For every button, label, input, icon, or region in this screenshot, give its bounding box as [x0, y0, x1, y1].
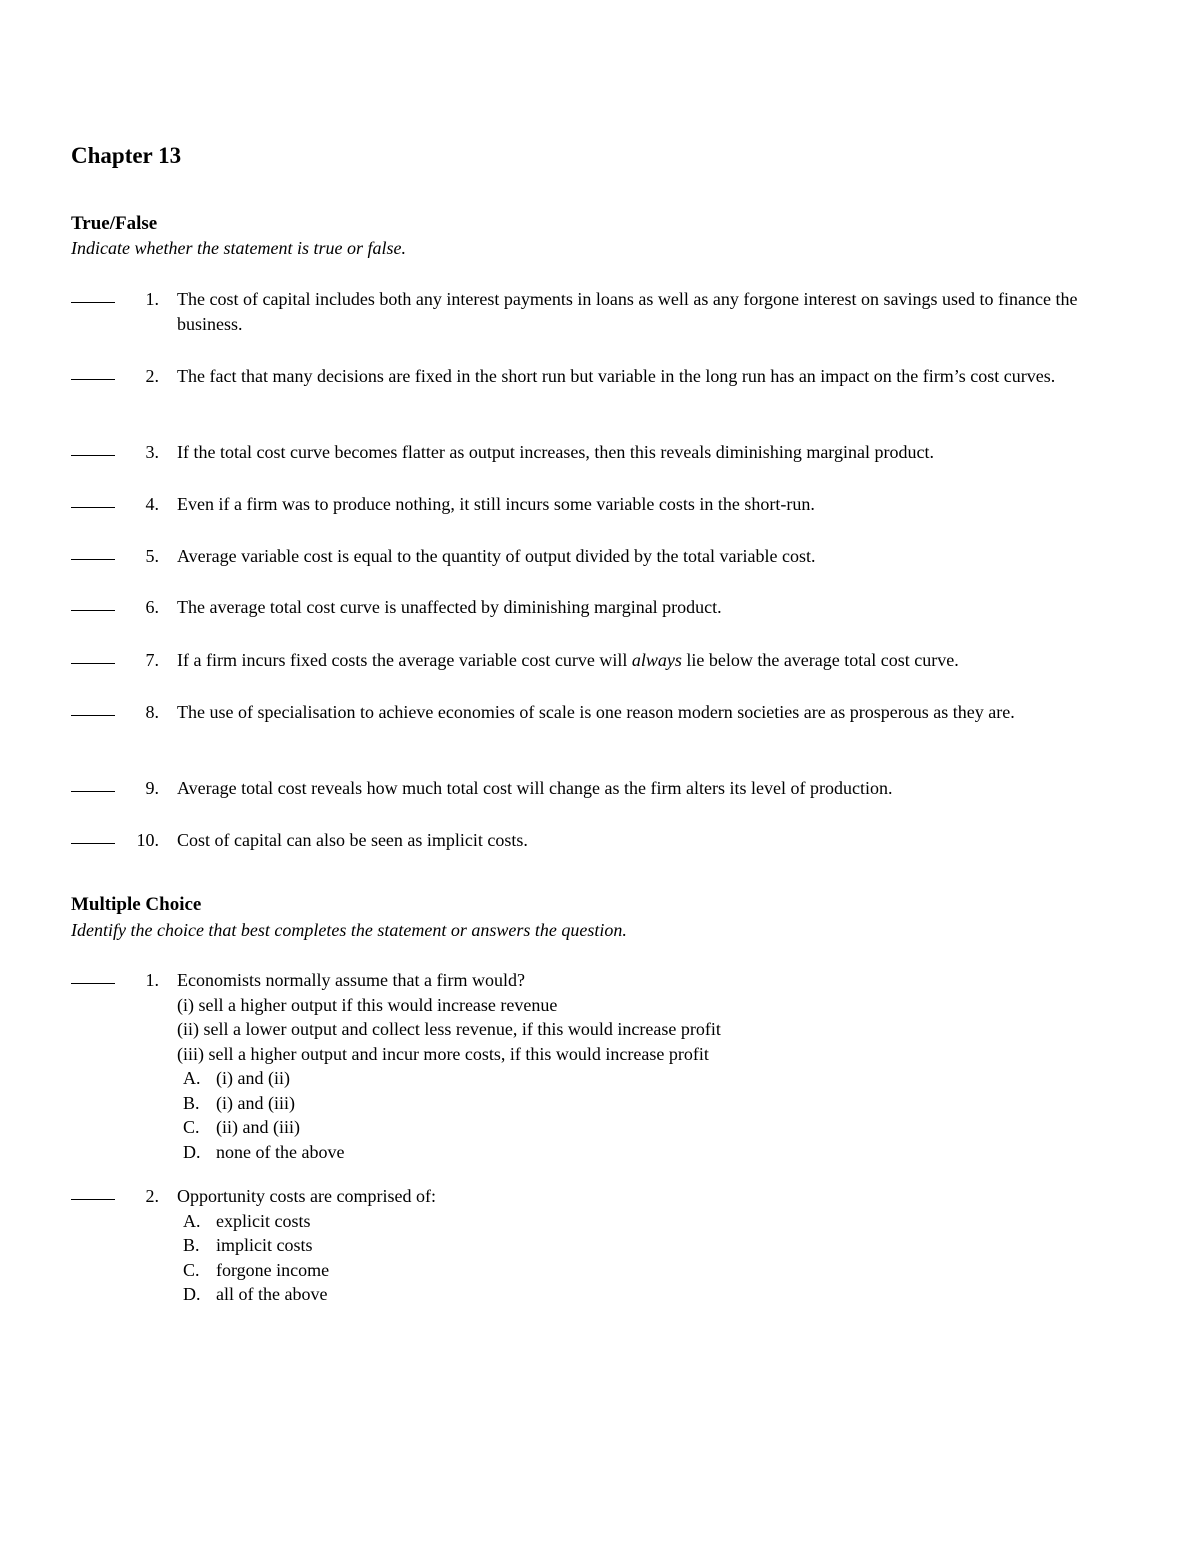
choice-letter: D. [183, 1284, 201, 1304]
choice-letter: D. [183, 1141, 201, 1162]
choice-a[interactable] [177, 1209, 1127, 1234]
question-text: The use of specialisation to achieve economies of scale is one reason modern societies are as prosperous as they are. [177, 702, 1015, 722]
question-text: The fact that many decisions are fixed in the short run but variable in the long run has an impact on the firm’s cost curves. [177, 366, 1056, 386]
chapter-title: Chapter 13 [71, 143, 182, 168]
choice-b[interactable] [177, 1091, 1127, 1116]
answer-blank[interactable] [71, 455, 115, 456]
choice-letter: C. [183, 1117, 200, 1137]
choice-b[interactable] [177, 1233, 1127, 1258]
choice-text: (i) and (iii) [216, 1092, 295, 1113]
question-number: 2. [145, 1186, 159, 1206]
question-number: 10. [136, 830, 159, 850]
question-text: Cost of capital can also be seen as implicit costs. [177, 830, 528, 850]
choice-text: (ii) and (iii) [216, 1117, 300, 1137]
question-number: 7. [145, 650, 159, 670]
choice-d[interactable] [177, 1140, 1127, 1165]
answer-blank[interactable] [71, 663, 115, 664]
statement-i: (i) sell a higher output if this would increase revenue [177, 994, 558, 1015]
answer-blank[interactable] [71, 610, 115, 611]
choice-d[interactable] [177, 1282, 1127, 1307]
choice-text: (i) and (ii) [216, 1068, 290, 1088]
choice-text: all of the above [216, 1284, 328, 1304]
multiple-choice-instructions: Identify the choice that best completes the statement or answers the question. [71, 920, 627, 940]
question-number: 9. [145, 778, 159, 798]
question-text: Opportunity costs are comprised of: [177, 1186, 436, 1206]
choice-letter: C. [183, 1259, 200, 1280]
question-number: 8. [145, 702, 159, 722]
choice-text: none of the above [216, 1141, 345, 1162]
answer-blank[interactable] [71, 791, 115, 792]
question-text: Average variable cost is equal to the quantity of output divided by the total variable cost. [177, 546, 816, 566]
question-text: The average total cost curve is unaffected by diminishing marginal product. [177, 597, 722, 617]
question-number: 3. [145, 442, 159, 462]
statement-ii: (ii) sell a lower output and collect less revenue, if this would increase profit [177, 1019, 721, 1039]
emphasis-word: always [631, 650, 682, 670]
question-text: Even if a firm was to produce nothing, it still incurs some variable costs in the short-run. [177, 494, 815, 514]
choice-c[interactable] [177, 1258, 1127, 1283]
choice-letter: B. [183, 1092, 200, 1113]
answer-blank[interactable] [71, 379, 115, 380]
answer-blank[interactable] [71, 507, 115, 508]
answer-blank[interactable] [71, 559, 115, 560]
question-number: 5. [145, 546, 159, 566]
question-text-start: If a firm incurs fixed costs the average variable cost curve will [177, 650, 632, 670]
question-text: Average total cost reveals how much total cost will change as the firm alters its level of production. [177, 778, 893, 798]
choice-text: forgone income [216, 1259, 330, 1280]
question-number: 2. [145, 366, 159, 386]
multiple-choice-heading: Multiple Choice [71, 894, 202, 915]
answer-blank[interactable] [71, 843, 115, 844]
true-false-instructions: Indicate whether the statement is true or false. [71, 238, 406, 258]
choice-letter: B. [183, 1235, 200, 1255]
answer-blank[interactable] [71, 715, 115, 716]
true-false-heading: True/False [71, 213, 158, 234]
question-number: 1. [145, 289, 159, 309]
question-number: 6. [145, 597, 159, 617]
choice-c[interactable] [177, 1115, 1127, 1140]
question-text [177, 648, 1127, 673]
choice-letter: A. [183, 1210, 201, 1231]
answer-blank[interactable] [71, 1199, 115, 1200]
answer-blank[interactable] [71, 302, 115, 303]
choice-letter: A. [183, 1068, 201, 1088]
question-number: 1. [145, 970, 159, 990]
question-text-end: lie below the average total cost curve. [681, 650, 959, 670]
question-number: 4. [145, 494, 159, 514]
question-text: If the total cost curve becomes flatter as output increases, then this reveals diminishing marginal product. [177, 442, 934, 462]
choice-text: explicit costs [216, 1210, 311, 1231]
choice-text: implicit costs [216, 1235, 313, 1255]
choice-a[interactable] [177, 1066, 1127, 1091]
question-body [177, 968, 1127, 1164]
statement-iii: (iii) sell a higher output and incur more costs, if this would increase profit [177, 1043, 709, 1064]
question-body [177, 1184, 1127, 1307]
answer-blank[interactable] [71, 983, 115, 984]
question-text: The cost of capital includes both any interest payments in loans as well as any forgone interest on savings used to finance the business. [177, 289, 1078, 334]
question-text: Economists normally assume that a firm would? [177, 970, 525, 990]
